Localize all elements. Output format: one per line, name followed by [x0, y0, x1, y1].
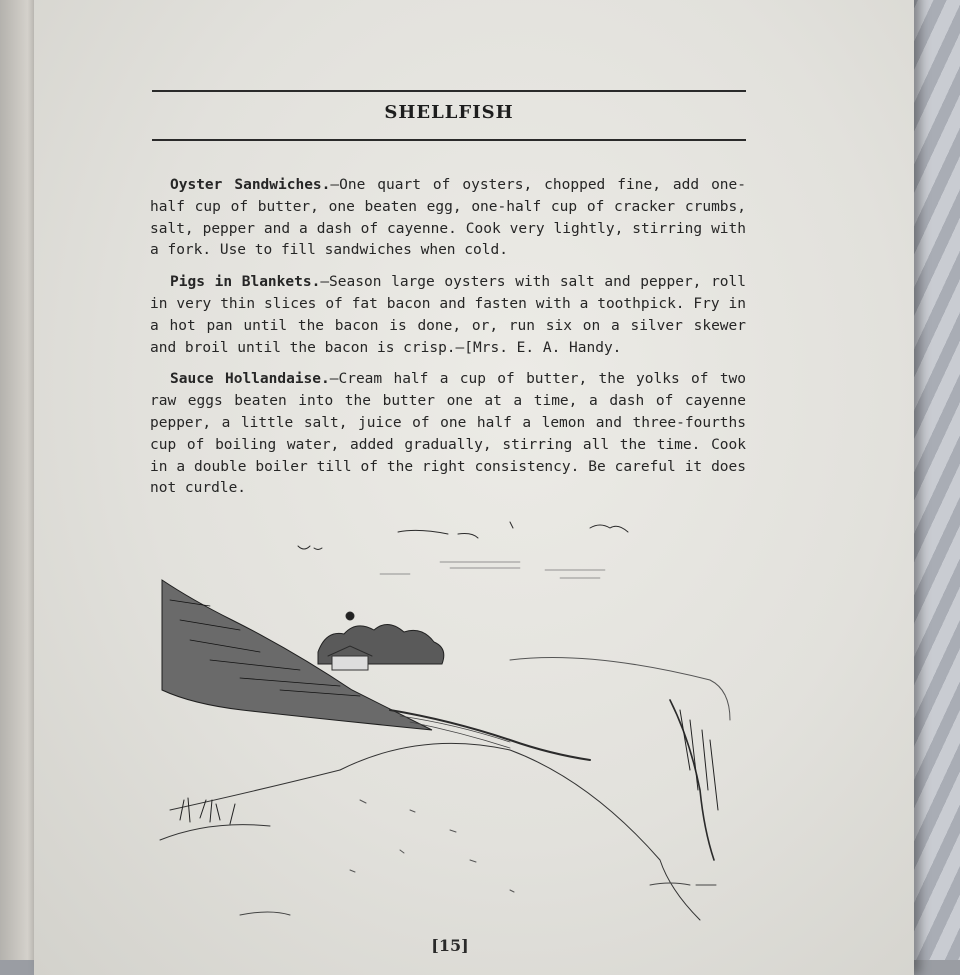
foreground-ground	[160, 825, 270, 840]
header-rule-top	[152, 90, 746, 92]
recipe-pigs-in-blankets	[150, 272, 746, 359]
recipe-sauce-hollandaise	[150, 369, 746, 500]
recipe-text: —One quart of oysters, chopped fine, add one-half cup of butter, one beaten egg, one-half cup of cracker crumbs, salt, pepper and a dash of cayenne. Cook very lightly, stirring with a fork. Use to fill sandwiches when cold.	[150, 177, 746, 259]
artist-mark	[650, 883, 716, 885]
recipe-text: —Season large oysters with salt and pepper, roll in very thin slices of fat bacon and fasten with a toothpick. Fry in a hot pan until the bacon is done, or, run six on a silver skewer and broil until the bacon is crisp.—[Mrs. E. A. Handy.	[150, 274, 746, 356]
bird-sketch	[510, 522, 513, 528]
page-number: [15]	[431, 936, 469, 955]
bird-sketch	[590, 525, 628, 532]
header-rule-bottom	[152, 139, 746, 141]
bird-sketch	[298, 546, 322, 550]
bank-hatching	[680, 710, 718, 810]
sun-dot	[346, 612, 354, 620]
recipe-title: Pigs in Blankets.	[170, 274, 321, 291]
recipe-oyster-sandwiches	[150, 175, 746, 262]
sky-hatching	[380, 562, 605, 578]
section-title: SHELLFISH	[384, 102, 514, 123]
foreground-ground	[240, 912, 290, 915]
recipe-text: —Cream half a cup of butter, the yolks of two raw eggs beaten into the butter one at a time, a dash of cayenne pepper, a little salt, juice of one half a lemon and three-fourths cup of boiling water, added gradually, stirring all the time. Cook in a double boiler till of the right consistency. Be careful it does not curdle.	[150, 371, 747, 497]
farmhouse	[332, 656, 368, 670]
recipe-title: Oyster Sandwiches.	[170, 177, 331, 193]
recipe-list	[150, 175, 746, 510]
recipe-title: Sauce Hollandaise.	[170, 371, 330, 388]
stone-wall	[390, 710, 590, 760]
cloud-sketch	[398, 530, 478, 538]
road-stipple	[350, 800, 514, 892]
road-edge-right	[340, 743, 700, 920]
landscape-illustration	[150, 510, 750, 930]
right-ridge	[510, 658, 730, 721]
road-edge-left	[170, 770, 340, 810]
